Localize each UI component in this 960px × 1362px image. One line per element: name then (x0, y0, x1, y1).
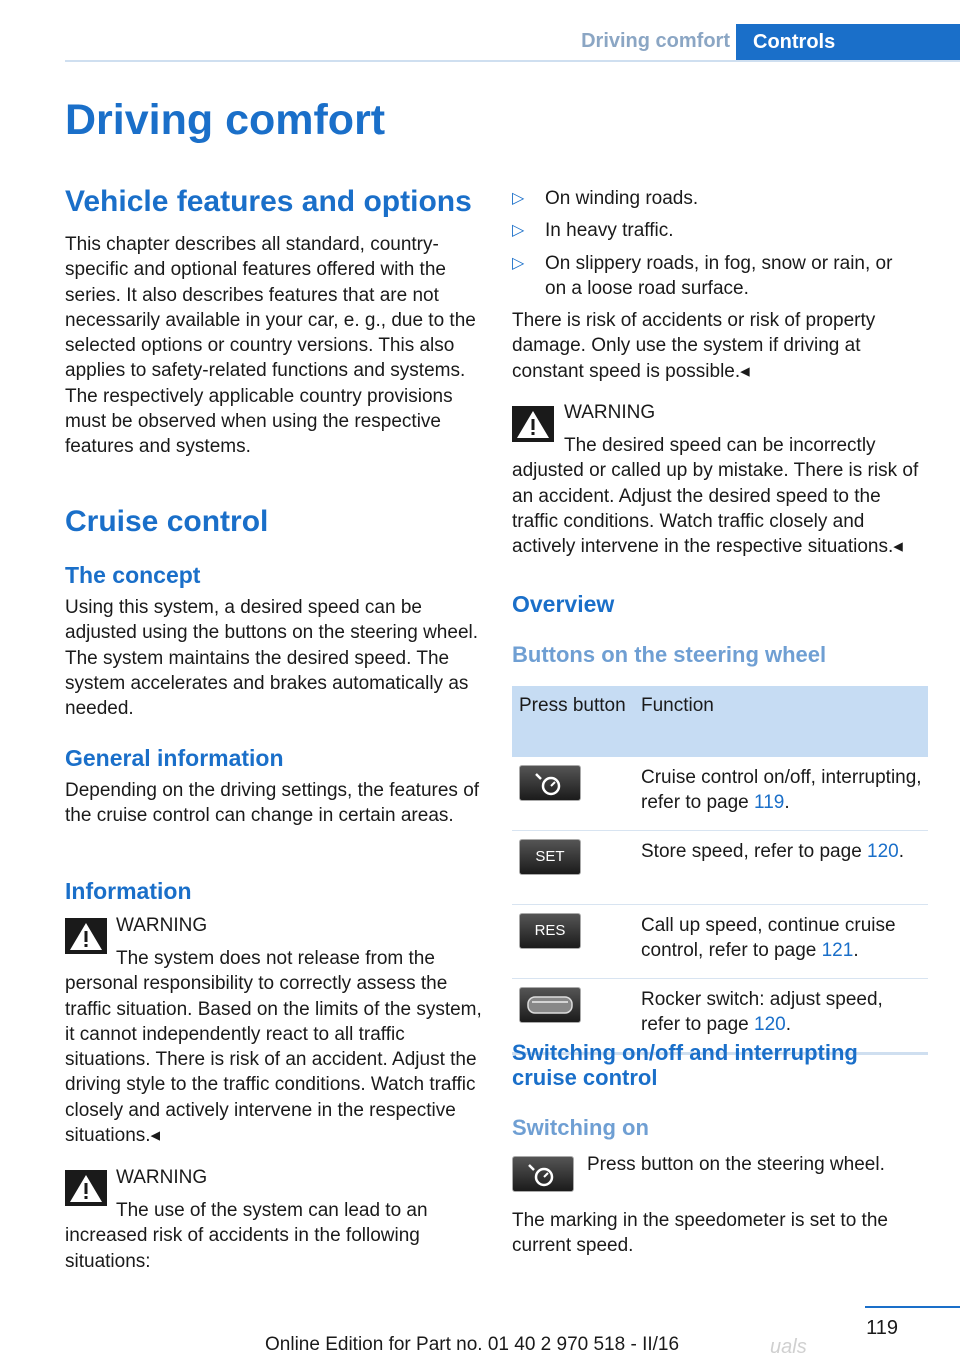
key-cell (512, 757, 636, 831)
key-cell (512, 905, 636, 979)
paragraph-press-button: Press button on the steering wheel. (587, 1154, 885, 1175)
table-row (512, 757, 928, 831)
heading-vehicle-features: Vehicle features and options (65, 185, 472, 218)
heading-general-information: General information (65, 745, 284, 771)
paragraph-concept: Using this system, a desired speed can be adjusted using the buttons on the steering wheel. The system maintains the desired speed. The system accelerates and brakes automatically as needed. (65, 597, 479, 720)
res-button-icon: RES (519, 913, 581, 949)
function-cell: Rocker switch: adjust speed, refer to page 120. (641, 989, 883, 1036)
header-rule (65, 60, 960, 62)
heading-the-concept: The concept (65, 562, 201, 588)
warning-text-responsibility: The system does not release from the personal responsibility to correctly assess the traffic situation. Based on the limits of the system, it cannot independently react to all traffic situations. There is risk of an accident. Adjust the driving style to the traffic conditions. Watch traffic closely and actively intervene in the respective situations.◂ (65, 948, 482, 1147)
key-cell (512, 831, 636, 905)
cruise-control-icon (512, 1156, 574, 1192)
header-section-label: Driving comfort (581, 30, 730, 52)
paragraph-general-information: Depending on the driving settings, the features of the cruise control can change in certain areas. (65, 780, 480, 827)
page-link[interactable]: 121 (821, 940, 854, 962)
header-tab: Controls (736, 24, 960, 62)
page-number: 119 (866, 1317, 898, 1339)
cruise-control-icon (519, 765, 581, 801)
bullet-triangle-icon: ▷ (512, 190, 525, 207)
warning-text-desired-speed: The desired speed can be incorrectly adjusted or called up by mistake. There is risk of an accident. Adjust the desired speed to the traffic conditions. Watch traffic closely and actively intervene in the respective situations.◂ (512, 435, 919, 558)
page-title: Driving comfort (65, 96, 386, 144)
paragraph-speedometer-marking: The marking in the speedometer is set to the current speed. (512, 1210, 888, 1257)
heading-information: Information (65, 878, 192, 904)
page-link[interactable]: 120 (867, 841, 899, 862)
function-cell: Call up speed, continue cruise control, refer to page 121. (641, 915, 896, 962)
column-header-function: Function (641, 695, 714, 716)
rocker-switch-icon (519, 987, 581, 1023)
watermark: uals (770, 1336, 807, 1358)
function-cell: Store speed, refer to page 120. (641, 841, 905, 862)
function-cell: Cruise control on/off, interrupting, refer to page 119. (641, 767, 922, 814)
footer-rule (865, 1306, 960, 1308)
heading-buttons-steering-wheel: Buttons on the steering wheel (512, 642, 827, 667)
set-button-icon: SET (519, 839, 581, 875)
heading-switching-on-off: Switching on/off and interrupting cruise control (512, 1040, 858, 1090)
heading-cruise-control: Cruise control (65, 505, 269, 538)
warning-text-increased-risk: The use of the system can lead to an increased risk of accidents in the following situations: (65, 1200, 428, 1272)
warning-label: WARNING (116, 915, 208, 936)
heading-overview: Overview (512, 591, 615, 617)
table-header-row (512, 686, 928, 757)
warning-label: WARNING (116, 1167, 208, 1188)
edition-note: Online Edition for Part no. 01 40 2 970 518 - II/16 (265, 1334, 680, 1355)
bullet-triangle-icon: ▷ (512, 222, 525, 239)
paragraph-property-damage: There is risk of accidents or risk of property damage. Only use the system if driving at constant speed is possible.◂ (512, 310, 876, 382)
page-link[interactable]: 119 (754, 792, 785, 814)
page-link[interactable]: 120 (754, 1014, 786, 1036)
buttons-table (512, 686, 928, 1055)
paragraph-vehicle-features: This chapter describes all standard, country-specific and optional features offered with the series. It also describes features that are not necessarily available in your car, e. g., due to the selected options or country versions. This also applies to safety-related functions and systems. The respectively applicable country provisions must be observed when using the respective features and systems. (65, 234, 476, 458)
column-header-press-button: Press button (519, 695, 626, 716)
table-row (512, 905, 928, 979)
bullet-triangle-icon: ▷ (512, 255, 525, 272)
heading-switching-on: Switching on (512, 1115, 649, 1140)
warning-label: WARNING (564, 402, 656, 423)
table-row (512, 831, 928, 905)
